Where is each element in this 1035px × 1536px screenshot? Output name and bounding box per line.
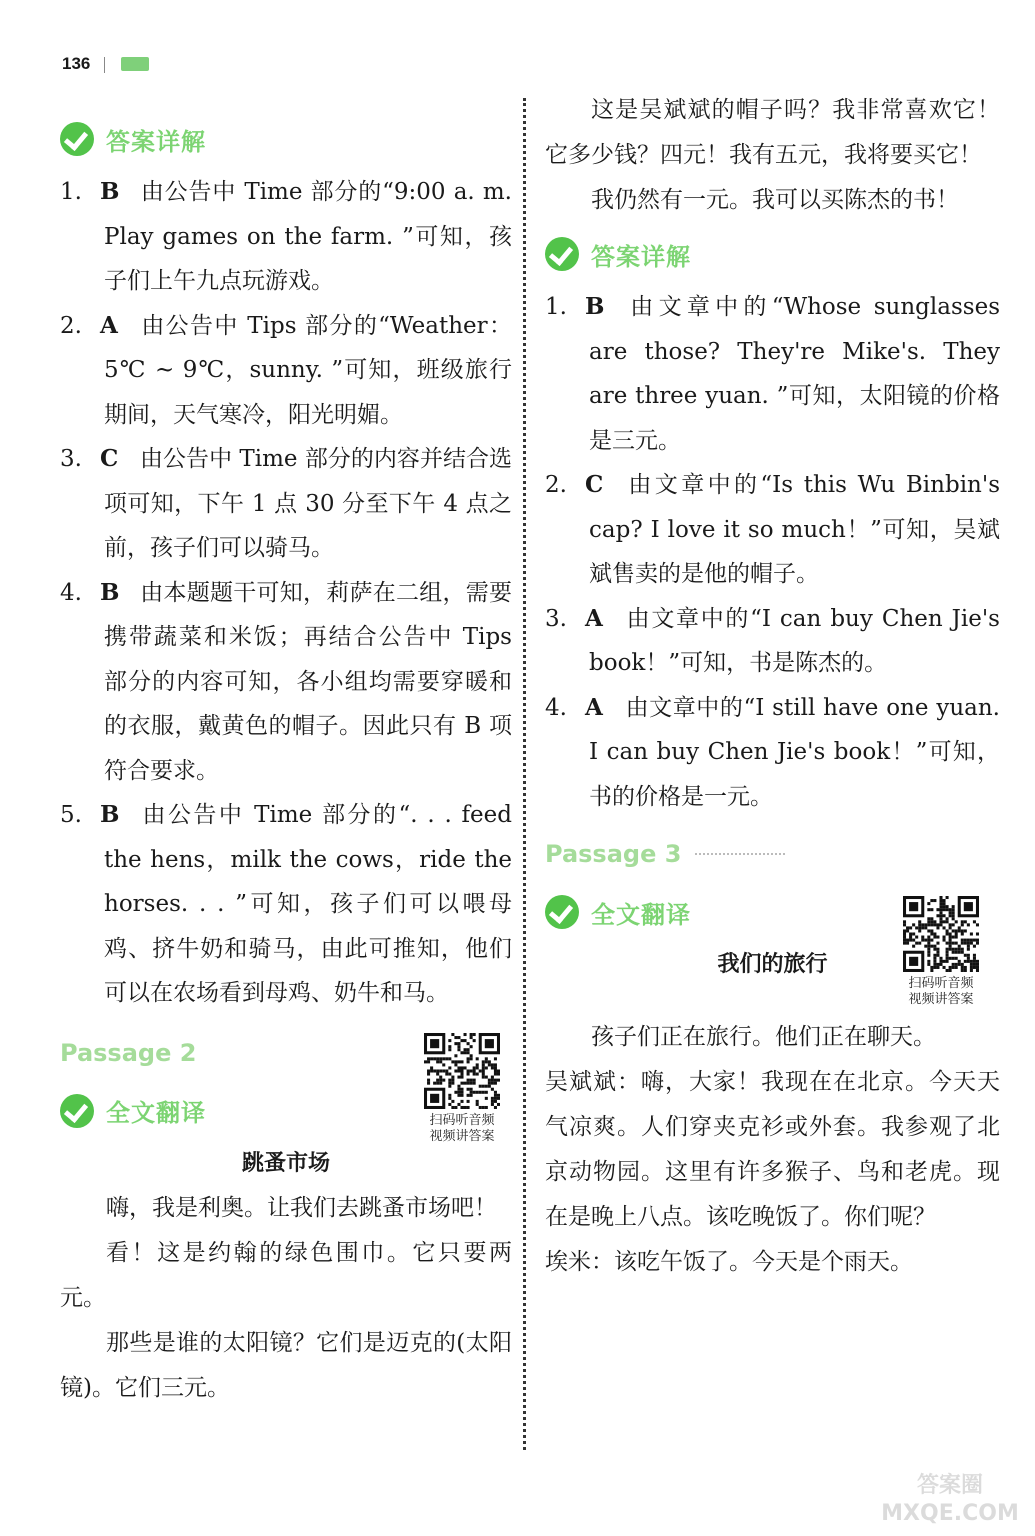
right-column xyxy=(545,88,1000,1285)
story-paragraph: 看！这是约翰的绿色围巾。它只要两元。 xyxy=(60,1239,512,1311)
passage-dots xyxy=(695,853,785,855)
section-title: 答案详解 xyxy=(591,242,691,271)
story-paragraph: 这是吴斌斌的帽子吗？我非常喜欢它！它多少钱？四元！我有五元，我将要买它！ xyxy=(545,97,1000,168)
check-icon xyxy=(545,895,579,929)
answer-item: 5. B 由公告中 Time 部分的“. . . feed the hens，milk the cows，ride the horses. . . ”可知，孩子们可以喂母鸡、挤牛奶和骑马，由此可推知，他们可以在农场看到母鸡、奶牛和马。 xyxy=(60,801,512,1006)
story-title: 跳蚤市场 xyxy=(241,1150,330,1176)
story-paragraph: 那些是谁的太阳镜？它们是迈克的(太阳镜)。它们三元。 xyxy=(60,1329,512,1401)
left-column xyxy=(60,108,512,1411)
story-paragraph: 埃米：该吃午饭了。今天是个雨天。 xyxy=(545,1249,913,1275)
passage-label: Passage 3 xyxy=(545,827,1000,881)
qr-code-icon xyxy=(903,896,979,972)
check-icon xyxy=(545,237,579,271)
check-icon xyxy=(60,1094,94,1128)
page-number: 136 xyxy=(62,54,91,73)
answer-section-header xyxy=(60,114,512,164)
section-title: 答案详解 xyxy=(106,127,206,156)
story-paragraph: 嗨，我是利奥。让我们去跳蚤市场吧！ xyxy=(106,1194,497,1221)
answer-section-header xyxy=(545,229,1000,279)
section-title: 全文翻译 xyxy=(106,1099,206,1127)
answer-list xyxy=(545,285,1000,819)
answer-item: 3. C 由公告中 Time 部分的内容并结合选项可知，下午 1 点 30 分至下午 4 点之前，孩子们可以骑马。 xyxy=(60,445,512,561)
answer-item: 2. C 由文章中的“Is this Wu Binbin's cap? I love it so much！”可知，吴斌斌售卖的是他的帽子。 xyxy=(545,471,1000,587)
story-paragraph: 吴斌斌：嗨，大家！我现在在北京。今天天气凉爽。人们穿夹克衫或外套。我参观了北京动物园。这里有许多猴子、鸟和老虎。现在是晚上八点。该吃晚饭了。你们呢？ xyxy=(545,1069,1000,1230)
column-divider xyxy=(523,98,526,1450)
answer-item: 3. A 由文章中的“I can buy Chen Jie's book！”可知，书是陈杰的。 xyxy=(545,604,1000,676)
story-paragraph: 我仍然有一元。我可以买陈杰的书！ xyxy=(591,187,959,213)
qr-code-passage-2[interactable] xyxy=(424,1033,500,1145)
answer-item: 2. A 由公告中 Tips 部分的“Weather：5℃ ~ 9℃，sunny. ”可知，班级旅行期间，天气寒冷，阳光明媚。 xyxy=(60,311,512,428)
story-paragraph: 孩子们正在旅行。他们正在聊天。 xyxy=(591,1024,936,1050)
answer-item: 1. B 由文章中的“Whose sunglasses are those? They're Mike's. They are three yuan. ”可知，太阳镜的价格是三元。 xyxy=(545,293,1000,454)
section-title: 全文翻译 xyxy=(591,900,691,929)
qr-caption: 扫码听音频 视频讲答案 xyxy=(429,1113,495,1144)
qr-code-icon xyxy=(424,1033,500,1109)
passage-label: Passage 2 xyxy=(60,1038,197,1067)
answer-item: 4. B 由本题题干可知，莉萨在二组，需要携带蔬菜和米饭；再结合公告中 Tips 部分的内容可知，各小组均需要穿暖和的衣服，戴黄色的帽子。因此只有 B 项符合要求。 xyxy=(60,578,512,784)
qr-caption: 扫码听音频 视频讲答案 xyxy=(908,976,974,1007)
qr-code-passage-3[interactable] xyxy=(903,896,979,1008)
watermark: 答案圈 MXQE.COM xyxy=(881,1473,1019,1526)
check-icon xyxy=(60,122,94,156)
header-tag xyxy=(121,57,149,71)
story-title: 我们的旅行 xyxy=(717,952,828,977)
answer-item: 1. B 由公告中 Time 部分的“9:00 a. m. Play games on the farm. ”可知，孩子们上午九点玩游戏。 xyxy=(60,178,512,294)
answer-item: 4. A 由文章中的“I still have one yuan. I can buy Chen Jie's book！”可知，书的价格是一元。 xyxy=(545,693,1000,810)
header-divider xyxy=(104,57,105,73)
answer-list xyxy=(60,170,512,1016)
